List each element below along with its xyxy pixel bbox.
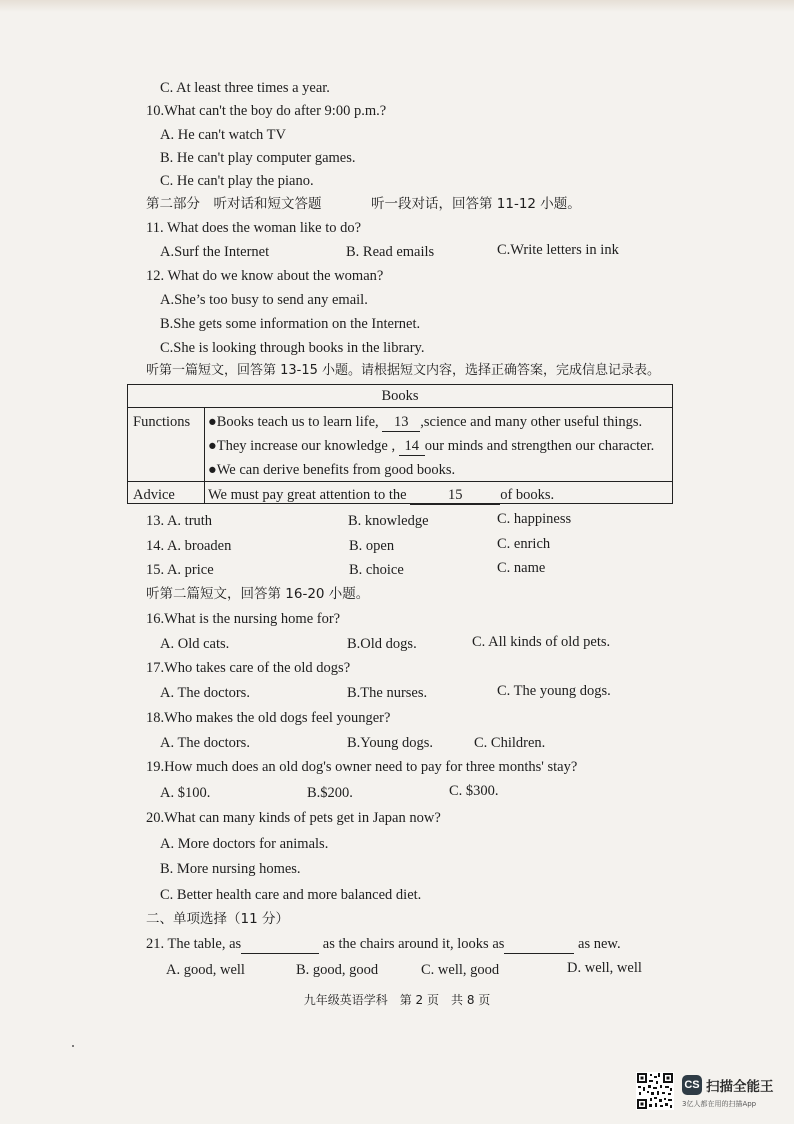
scan-speck bbox=[72, 1045, 74, 1047]
q14-option-c: C. enrich bbox=[497, 536, 551, 552]
q10-option-a: A. He can't watch TV bbox=[160, 127, 286, 143]
blank-13: 13 bbox=[382, 413, 420, 432]
q13-option-c: C. happiness bbox=[497, 511, 572, 527]
q21-blank-1 bbox=[241, 935, 319, 954]
q19-option-a: A. $100. bbox=[160, 785, 211, 801]
q9-option-c: C. At least three times a year. bbox=[160, 80, 330, 96]
function-1 bbox=[208, 413, 642, 432]
function-2 bbox=[208, 437, 654, 456]
q17-option-c: C. The young dogs. bbox=[497, 683, 611, 699]
scan-edge bbox=[0, 0, 794, 12]
passage2-instruction: 听第二篇短文，回答第 16-20 小题。 bbox=[146, 586, 370, 602]
q13-option-b: B. knowledge bbox=[348, 513, 429, 529]
advice-text bbox=[208, 486, 554, 505]
advice-pre: We must pay great attention to the bbox=[208, 487, 407, 503]
function-1-post: ,science and many other useful things. bbox=[420, 414, 643, 430]
q14-option-b: B. open bbox=[349, 538, 395, 554]
q16-question: 16.What is the nursing home for? bbox=[146, 611, 341, 627]
q21-part3: as new. bbox=[578, 936, 621, 952]
function-2-post: our minds and strengthen our character. bbox=[424, 438, 655, 454]
q16-option-b: B.Old dogs. bbox=[347, 636, 417, 652]
blank-15: 15 bbox=[410, 486, 500, 505]
q15-option-b: B. choice bbox=[349, 562, 404, 578]
table-title: Books bbox=[381, 388, 419, 404]
function-3: ●We can derive benefits from good books. bbox=[208, 462, 456, 478]
q21-part2: as the chairs around it, looks as bbox=[322, 936, 505, 952]
function-1-pre: ●Books teach us to learn life, bbox=[208, 414, 379, 430]
functions-label: Functions bbox=[133, 414, 191, 430]
page-footer: 九年级英语学科 第 2 页 共 8 页 bbox=[303, 993, 491, 1007]
q13-option-a: 13. A. truth bbox=[146, 513, 213, 529]
q17-question: 17.Who takes care of the old dogs? bbox=[146, 660, 351, 676]
q20-option-c: C. Better health care and more balanced diet. bbox=[160, 887, 422, 903]
q20-question: 20.What can many kinds of pets get in Japan now? bbox=[146, 810, 441, 826]
q17-option-a: A. The doctors. bbox=[160, 685, 250, 701]
q20-option-b: B. More nursing homes. bbox=[160, 861, 301, 877]
part2-instruction: 听一段对话，回答第 11-12 小题。 bbox=[371, 196, 581, 212]
qr-code-icon bbox=[636, 1072, 674, 1110]
q21-option-b: B. good, good bbox=[296, 962, 379, 978]
q21-part1: 21. The table, as bbox=[146, 936, 242, 952]
table-divider bbox=[128, 407, 672, 408]
q12-option-a: A.She’s too busy to send any email. bbox=[160, 292, 368, 308]
q12-option-c: C.She is looking through books in the library. bbox=[160, 340, 425, 356]
q14-option-a: 14. A. broaden bbox=[146, 538, 232, 554]
q10-option-b: B. He can't play computer games. bbox=[160, 150, 356, 166]
q10-option-c: C. He can't play the piano. bbox=[160, 173, 314, 189]
q20-option-a: A. More doctors for animals. bbox=[160, 836, 329, 852]
section2-title: 二、单项选择（11 分） bbox=[146, 911, 289, 927]
q16-option-a: A. Old cats. bbox=[160, 636, 230, 652]
scanner-watermark bbox=[636, 1072, 786, 1112]
function-2-pre: ●They increase our knowledge , bbox=[208, 438, 396, 454]
blank-14: 14 bbox=[399, 437, 425, 456]
table-column-divider bbox=[204, 407, 205, 503]
q10-question: 10.What can't the boy do after 9:00 p.m.? bbox=[146, 103, 387, 119]
advice-label: Advice bbox=[133, 487, 175, 503]
q11-option-c: C.Write letters in ink bbox=[497, 242, 619, 258]
q15-option-c: C. name bbox=[497, 560, 546, 576]
camscanner-logo-icon: CS bbox=[682, 1075, 702, 1095]
q18-question: 18.Who makes the old dogs feel younger? bbox=[146, 710, 391, 726]
q21-question bbox=[146, 935, 621, 954]
q17-option-b: B.The nurses. bbox=[347, 685, 428, 701]
q11-option-b: B. Read emails bbox=[346, 244, 435, 260]
q21-option-c: C. well, good bbox=[421, 962, 500, 978]
q21-option-d: D. well, well bbox=[567, 960, 642, 976]
q19-question: 19.How much does an old dog's owner need to pay for three months' stay? bbox=[146, 759, 578, 775]
q12-option-b: B.She gets some information on the Internet. bbox=[160, 316, 421, 332]
q19-option-c: C. $300. bbox=[449, 783, 499, 799]
q21-blank-2 bbox=[504, 935, 574, 954]
scanner-tagline: 3亿人都在用的扫描App bbox=[682, 1100, 757, 1108]
scanner-brand: 扫描全能王 bbox=[706, 1079, 774, 1095]
q18-option-b: B.Young dogs. bbox=[347, 735, 433, 751]
q16-option-c: C. All kinds of old pets. bbox=[472, 634, 611, 650]
q18-option-c: C. Children. bbox=[474, 735, 546, 751]
table-divider bbox=[128, 481, 672, 482]
q11-option-a: A.Surf the Internet bbox=[160, 244, 270, 260]
q15-option-a: 15. A. price bbox=[146, 562, 214, 578]
q19-option-b: B.$200. bbox=[307, 785, 353, 801]
q12-question: 12. What do we know about the woman? bbox=[146, 268, 384, 284]
q21-option-a: A. good, well bbox=[166, 962, 245, 978]
books-table bbox=[127, 384, 673, 504]
part2-title: 第二部分 听对话和短文答题 bbox=[146, 196, 322, 212]
q18-option-a: A. The doctors. bbox=[160, 735, 250, 751]
advice-post: of books. bbox=[500, 487, 555, 503]
q11-question: 11. What does the woman like to do? bbox=[146, 220, 362, 236]
passage1-instruction: 听第一篇短文，回答第 13-15 小题。请根据短文内容，选择正确答案，完成信息记录表。 bbox=[146, 363, 661, 378]
